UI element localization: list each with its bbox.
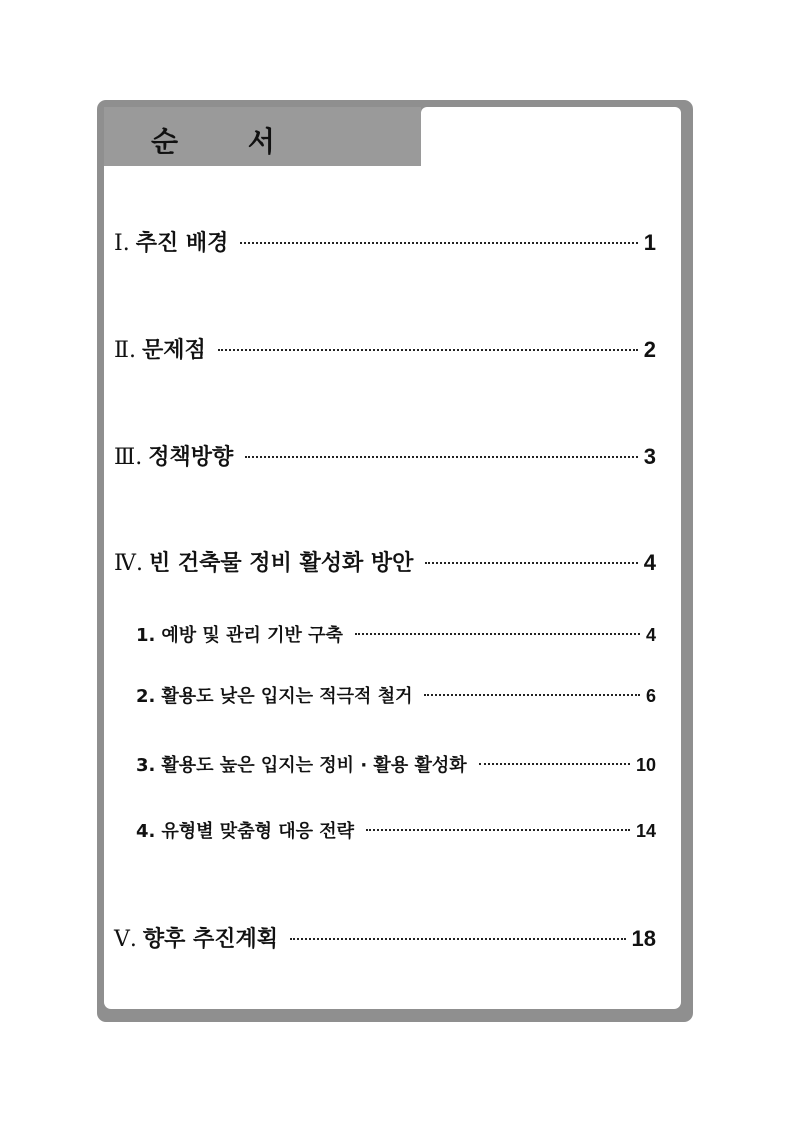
toc-label: 추진 배경 <box>135 231 229 256</box>
toc-page-number: 4 <box>643 550 656 575</box>
toc-page-number: 14 <box>635 821 656 841</box>
toc-page-number: 2 <box>643 337 656 362</box>
toc-label: 유형별 맞춤형 대응 전략 <box>161 821 355 842</box>
dot-leader <box>355 633 640 635</box>
toc-item-1[interactable] <box>114 226 656 257</box>
toc-label: 활용도 낮은 입지는 적극적 철거 <box>161 686 413 707</box>
page-title: 순 서 <box>151 125 305 158</box>
toc-page-number: 6 <box>645 686 656 706</box>
toc-item-5[interactable] <box>114 922 656 953</box>
toc-item-3[interactable] <box>114 440 656 471</box>
toc-page-number: 4 <box>645 625 656 645</box>
toc-label: 빈 건축물 정비 활성화 방안 <box>148 551 414 576</box>
dot-leader <box>424 694 640 696</box>
toc-numeral: Ⅴ. <box>114 927 137 952</box>
dot-leader <box>290 938 625 940</box>
toc-label: 정책방향 <box>148 445 234 470</box>
toc-item-2[interactable] <box>114 333 656 364</box>
toc-label: 예방 및 관리 기반 구축 <box>161 625 343 646</box>
toc-label: 활용도 높은 입지는 정비 · 활용 활성화 <box>161 755 467 776</box>
toc-subnumber: 4. <box>136 821 156 842</box>
toc-numeral: Ⅲ. <box>114 445 143 470</box>
toc-numeral: Ⅳ. <box>114 551 143 576</box>
toc-item-4[interactable] <box>114 546 656 577</box>
dot-leader <box>218 349 638 351</box>
toc-subnumber: 2. <box>136 686 156 707</box>
toc-page-number: 10 <box>635 755 656 775</box>
toc-subnumber: 1. <box>136 625 156 646</box>
dot-leader <box>479 763 630 765</box>
toc-numeral: Ⅱ. <box>114 338 136 363</box>
dot-leader <box>366 829 630 831</box>
toc-subitem-2[interactable] <box>136 682 656 708</box>
toc-subitem-4[interactable] <box>136 817 656 843</box>
toc-subnumber: 3. <box>136 755 156 776</box>
dot-leader <box>245 456 638 458</box>
dot-leader <box>425 562 637 564</box>
toc-subitem-3[interactable] <box>136 751 656 777</box>
dot-leader <box>240 242 637 244</box>
toc-page-number: 3 <box>643 444 656 469</box>
toc-label: 문제점 <box>141 338 206 363</box>
toc-panel <box>104 166 681 1009</box>
toc-page-number: 18 <box>631 926 656 951</box>
tab-spacer <box>421 107 681 173</box>
title-tab <box>104 107 421 169</box>
toc-page-number: 1 <box>643 230 656 255</box>
toc-numeral: Ⅰ. <box>114 231 130 256</box>
toc-subitem-1[interactable] <box>136 621 656 647</box>
toc-label: 향후 추진계획 <box>142 927 279 952</box>
